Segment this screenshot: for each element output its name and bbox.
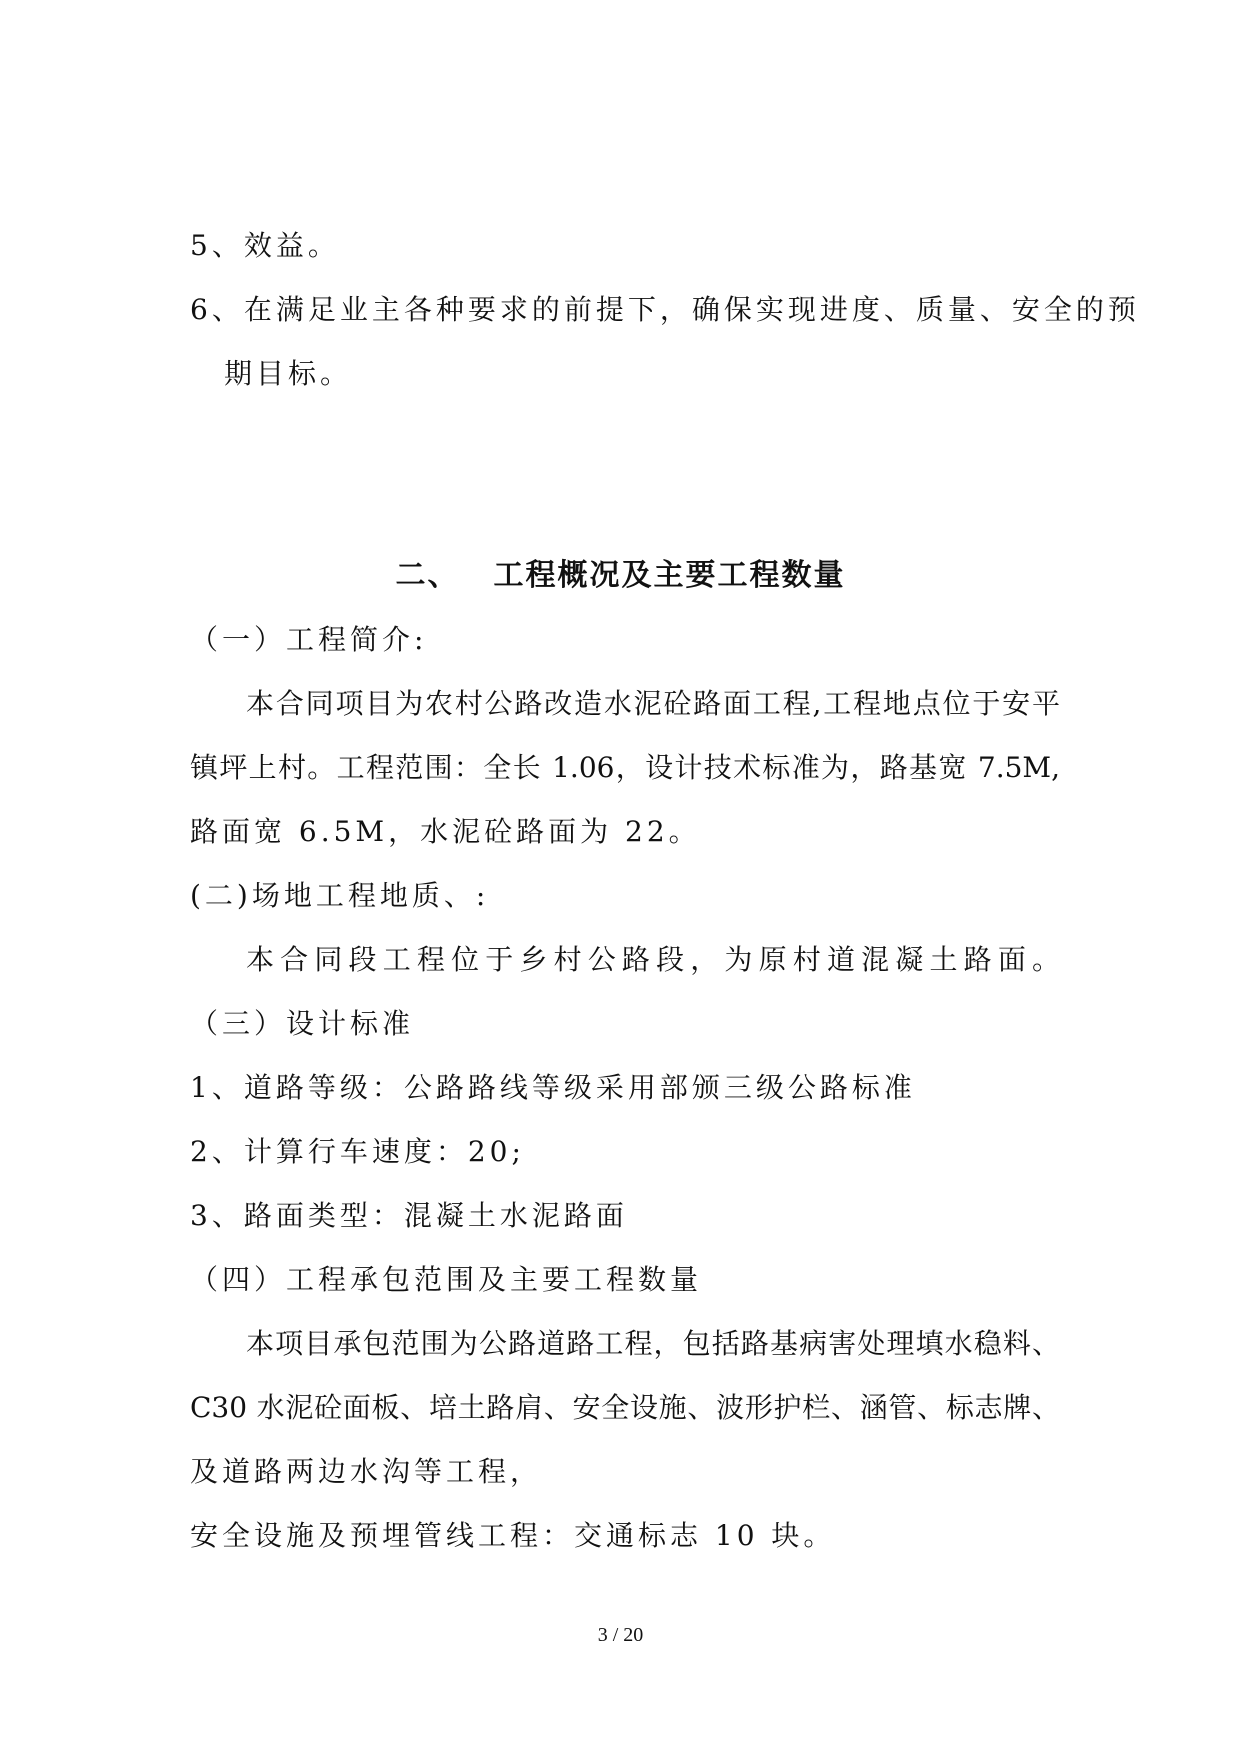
design-item-2: 2、计算行车速度：20; <box>190 1135 525 1168</box>
paragraph-4-line1: 本项目承包范围为公路道路工程，包括路基病害处理填水稳料、 <box>246 1327 1060 1360</box>
paragraph-4-line3: 及道路两边水沟等工程， <box>190 1455 543 1488</box>
paragraph-1-line3: 路面宽 6.5M，水泥砼路面为 22。 <box>190 815 701 848</box>
paragraph-2-line1: 本合同段工程位于乡村公路段，为原村道混凝土路面。 <box>246 943 1060 976</box>
page-number: 3 / 20 <box>597 1624 644 1646</box>
paragraph-4-line4: 安全设施及预埋管线工程：交通标志 10 块。 <box>190 1519 836 1552</box>
subsection-3-heading: （三）设计标准 <box>190 1007 415 1040</box>
list-item-5: 5、效益。 <box>190 229 340 262</box>
design-item-1: 1、道路等级：公路路线等级采用部颁三级公路标准 <box>190 1071 916 1104</box>
paragraph-1-line1: 本合同项目为农村公路改造水泥砼路面工程,工程地点位于安平 <box>246 687 1060 720</box>
list-item-6-line2: 期目标。 <box>224 357 353 390</box>
section-heading <box>0 556 1241 596</box>
paragraph-4-line2: C30 水泥砼面板、培土路肩、安全设施、波形护栏、涵管、标志牌、 <box>190 1391 1060 1424</box>
subsection-1-heading: （一）工程简介: <box>190 623 428 656</box>
paragraph-1-line2: 镇坪上村。工程范围：全长 1.06，设计技术标准为，路基宽 7.5M, <box>190 751 1060 784</box>
design-item-3: 3、路面类型：混凝土水泥路面 <box>190 1199 628 1232</box>
section-title: 工程概况及主要工程数量 <box>493 558 846 593</box>
section-number: 二、 <box>395 558 460 593</box>
subsection-2-heading: (二)场地工程地质、: <box>190 879 490 912</box>
list-item-6-line1: 6、在满足业主各种要求的前提下，确保实现进度、质量、安全的预 <box>190 293 1140 326</box>
subsection-4-heading: （四）工程承包范围及主要工程数量 <box>190 1263 703 1296</box>
